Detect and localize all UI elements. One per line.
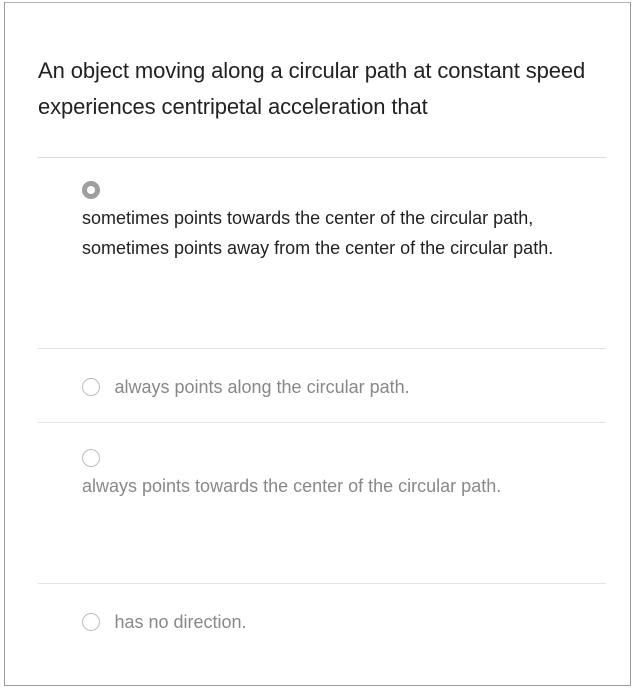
- radio-button[interactable]: [82, 449, 100, 467]
- question-text: An object moving along a circular path at constant speed experiences centripetal acceleration that: [38, 58, 586, 119]
- option-divider: [38, 583, 606, 584]
- option-4[interactable]: [82, 607, 582, 637]
- option-3-label: always points towards the center of the circular path.: [82, 476, 502, 497]
- option-divider: [38, 348, 606, 349]
- radio-button-selected[interactable]: [82, 181, 100, 199]
- option-4-label: has no direction.: [114, 612, 247, 632]
- option-1-label: sometimes points towards the center of the circular path, sometimes points away from the center of the circular path.: [82, 208, 554, 259]
- option-divider: [38, 422, 606, 423]
- option-2[interactable]: [82, 372, 582, 402]
- option-2-label: always points along the circular path.: [114, 377, 410, 397]
- option-3[interactable]: [82, 449, 582, 501]
- question-card: [4, 2, 631, 686]
- question-divider: [38, 157, 606, 158]
- option-1[interactable]: [82, 181, 582, 263]
- radio-button[interactable]: [82, 613, 100, 631]
- radio-button[interactable]: [82, 378, 100, 396]
